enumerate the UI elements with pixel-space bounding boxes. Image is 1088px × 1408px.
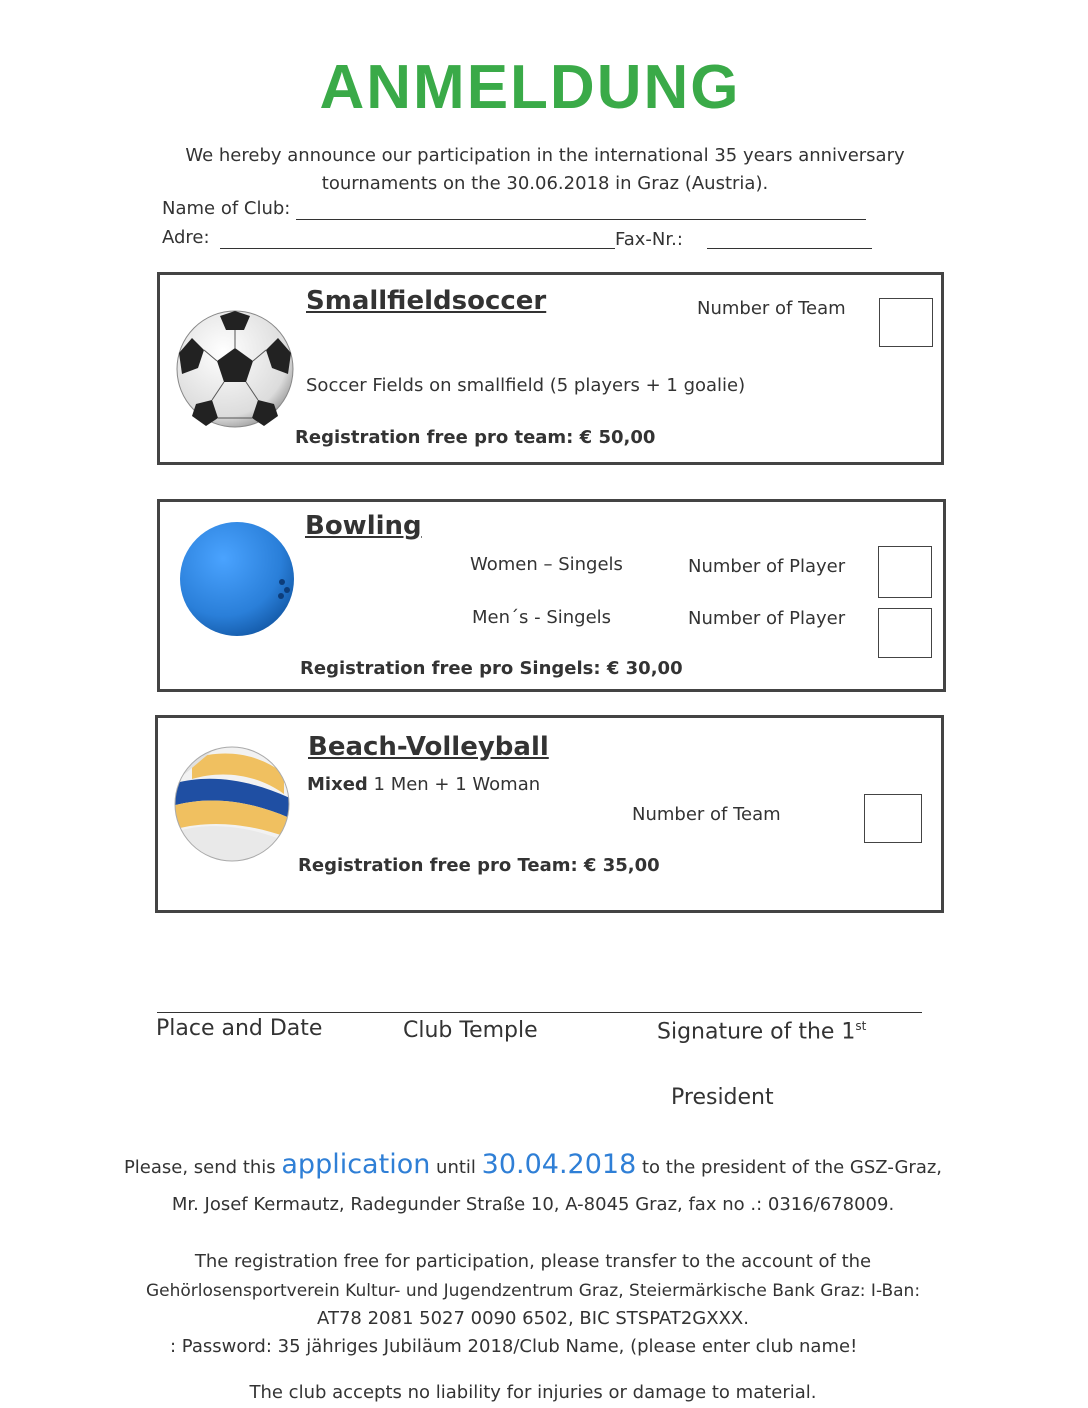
volleyball-team-count-box[interactable] [864,794,922,843]
send-suffix: to the president of the GSZ-Graz, [636,1157,943,1178]
volleyball-mixed-rest: 1 Men + 1 Woman [367,774,541,795]
page-title: ANMELDUNG [319,53,741,122]
bowling-men-count-box[interactable] [878,608,932,658]
bowling-women-count-box[interactable] [878,546,932,598]
volleyball-mixed-label [307,774,540,795]
signature-label [657,1019,866,1044]
intro-text [130,142,960,198]
volleyball-title: Beach-Volleyball [308,732,549,762]
soccer-team-count-label: Number of Team [697,298,846,319]
fax-field[interactable] [707,248,872,249]
bowling-men-label: Men´s - Singels [472,607,612,628]
president-label: President [671,1085,774,1110]
intro-line-1: We hereby announce our participation in the international 35 years anniversary [185,145,905,166]
bowling-women-player-label: Number of Player [688,556,846,577]
send-date: 30.04.2018 [481,1149,637,1180]
address-label: Adre: [162,227,210,248]
send-until: until [430,1157,482,1178]
bowling-title: Bowling [305,511,422,541]
soccer-team-count-box[interactable] [879,298,933,347]
send-application: application [281,1149,431,1180]
club-name-label: Name of Club: [162,198,291,219]
fax-label: Fax-Nr.: [615,229,683,250]
volleyball-team-count-label: Number of Team [632,804,781,825]
volleyball-fee: Registration free pro Team: € 35,00 [298,855,660,876]
signature-superscript: st [855,1019,867,1033]
liability-note: The club accepts no liability for injuries or damage to material. [249,1382,817,1403]
soccer-fee: Registration free pro team: € 50,00 [295,427,656,448]
fee-line-2: Gehörlosensportverein Kultur- und Jugendzentrum Graz, Steiermärkische Bank Graz: I-Ban: [145,1281,921,1301]
club-temple-label: Club Temple [403,1018,538,1043]
place-date-label: Place and Date [156,1016,323,1041]
volleyball-mixed-bold: Mixed [307,774,368,795]
soccer-title: Smallfieldsoccer [306,286,547,316]
signature-line[interactable] [157,1012,922,1013]
send-prefix: Please, send this [123,1157,282,1178]
club-name-field[interactable] [296,219,866,220]
bowling-men-player-label: Number of Player [688,608,846,629]
bowling-fee: Registration free pro Singels: € 30,00 [300,658,683,679]
intro-line-2: tournaments on the 30.06.2018 in Graz (Austria). [321,173,769,194]
signature-text: Signature of the 1 [657,1019,856,1045]
president-address: Mr. Josef Kermautz, Radegunder Straße 10, A-8045 Graz, fax no .: 0316/678009. [171,1194,895,1215]
fee-line-3: AT78 2081 5027 0090 6502, BIC STSPAT2GXXX. [317,1308,749,1329]
send-instruction [0,1150,1066,1183]
bowling-women-label: Women – Singels [470,554,623,575]
volleyball-icon [172,744,292,864]
fee-line-1: The registration free for participation, please transfer to the account of the [194,1251,872,1272]
soccer-ball-icon [174,308,296,430]
bowling-ball-icon [178,520,296,638]
soccer-description: Soccer Fields on smallfield (5 players + 1 goalie) [306,375,746,396]
address-field[interactable] [220,248,615,249]
password-line: : Password: 35 jähriges Jubiläum 2018/Club Name, (please enter club name! [170,1336,858,1357]
